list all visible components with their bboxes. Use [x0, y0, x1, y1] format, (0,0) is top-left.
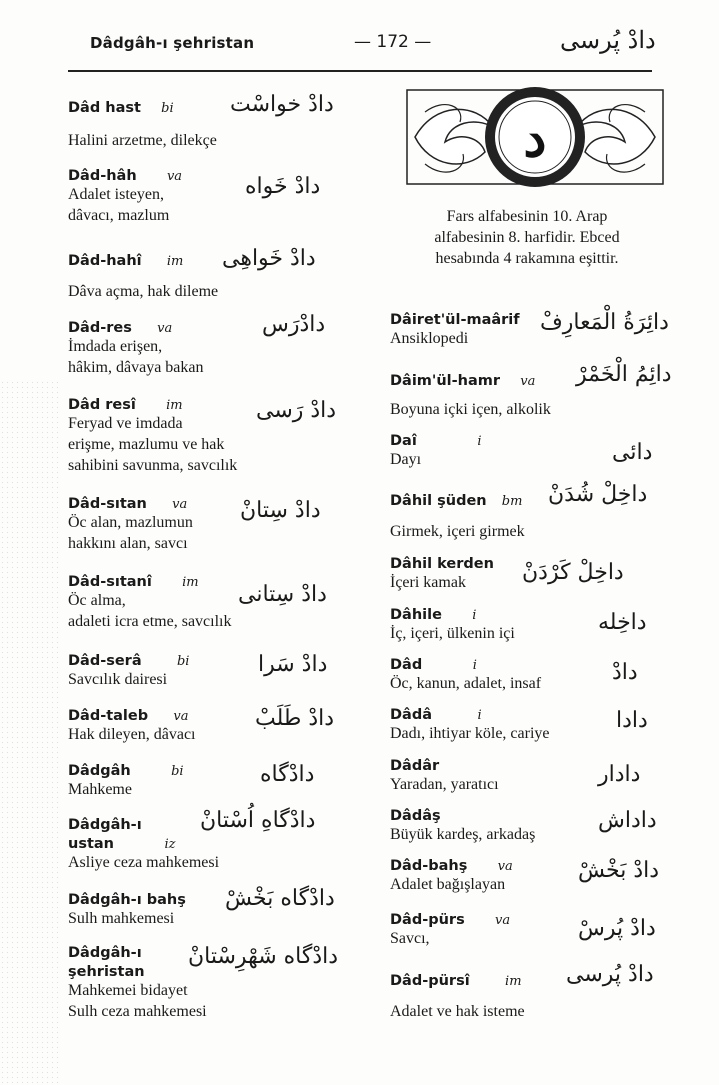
entry-grammar: im	[182, 575, 199, 590]
entry-definition: erişme, mazlumu ve hak	[68, 436, 225, 453]
entry-definition: hakkını alan, savcı	[68, 535, 188, 552]
page-edge-texture	[0, 380, 60, 1085]
entry-headword: Dâd-hahî	[68, 253, 142, 269]
entry-headword: Dâhile	[390, 607, 442, 623]
entry-arabic: داخِلْ شُدَنْ	[548, 482, 648, 507]
entry-arabic: دادْ پُرسْ	[578, 916, 656, 941]
entry-definition: Sulh ceza mahkemesi	[68, 1003, 207, 1020]
entry-arabic: دادْ سَرا	[258, 652, 328, 677]
entry-grammar: i	[477, 708, 482, 723]
entry-headword-cont: şehristan	[68, 964, 145, 980]
intro-line: Fars alfabesinin 10. Arap	[446, 208, 608, 225]
section-intro	[382, 206, 672, 269]
entry-headword: Dâd-pürs	[390, 912, 465, 928]
entry-definition: adaleti icra etme, savcılık	[68, 613, 232, 630]
entry-arabic: دادْ پُرسی	[566, 962, 654, 987]
entry-grammar: va	[166, 169, 183, 184]
entry-definition: Hak dileyen, dâvacı	[68, 726, 196, 743]
entry-arabic: دادْ سِتانْ	[240, 498, 321, 523]
entry-headword: Dâdgâh-ı	[68, 817, 142, 833]
running-title: Dâdgâh-ı şehristan	[90, 34, 255, 52]
entry-arabic: دادْ خَواهِی	[222, 246, 316, 271]
entry-grammar: va	[157, 321, 173, 336]
entry-headword: Dâdâr	[390, 758, 440, 774]
ornament-letter: د	[523, 108, 547, 169]
entry-headword: Dâdgâh-ı	[68, 945, 142, 961]
header-rule	[68, 70, 652, 72]
entry-definition: İç, içeri, ülkenin içi	[390, 625, 515, 642]
entry-headword: Dâhil kerden	[390, 556, 494, 572]
entry-definition: Adalet ve hak isteme	[390, 1003, 525, 1020]
entry-definition: Mahkeme	[68, 781, 132, 798]
entry-headword: Dâd-pürsî	[390, 973, 470, 989]
entry-arabic: دادْ طَلَبْ	[255, 706, 335, 731]
entry-grammar: i	[472, 608, 477, 623]
entry-arabic: داداش	[598, 808, 657, 833]
entry-arabic: دادْگاهِ اُسْتانْ	[200, 808, 316, 833]
entry-definition: Sulh mahkemesi	[68, 910, 175, 927]
entry-definition: İmdada erişen,	[68, 338, 163, 355]
entry-arabic: داخِله	[598, 610, 647, 635]
entry-grammar: im	[505, 974, 522, 989]
entry-grammar: va	[172, 497, 188, 512]
entry-arabic: دادْرَس	[262, 312, 326, 337]
entry-arabic: دادا	[616, 708, 648, 733]
entry-arabic: دادار	[598, 762, 641, 787]
entry-headword: Dâd resî	[68, 397, 136, 413]
entry-headword: Dâdgâh	[68, 763, 131, 779]
entry-grammar: bi	[171, 764, 184, 779]
entry-headword: Dâd-sıtanî	[68, 574, 152, 590]
entry-definition: Dadı, ihtiyar köle, cariye	[390, 725, 550, 742]
entry-grammar: im	[166, 398, 183, 413]
entry-definition: dâvacı, mazlum	[68, 207, 170, 224]
entry-headword: Dâiret'ül-maârif	[390, 312, 520, 328]
entry-arabic: دادْ خواسْت	[230, 92, 334, 117]
entry-headword: Dâhil şüden	[390, 493, 487, 509]
entry-arabic: داخِلْ كَرْدَنْ	[522, 560, 624, 585]
entry-grammar: bm	[501, 494, 523, 509]
entry-definition: Feryad ve imdada	[68, 415, 183, 432]
entry-grammar: i	[477, 434, 482, 449]
entry-headword-cont: ustan	[68, 836, 114, 852]
entry-definition: Dayı	[390, 451, 422, 468]
entry-arabic: دادْ خَواه	[245, 174, 321, 199]
entry-grammar: va	[495, 913, 511, 928]
entry-arabic: دائِمُ الْخَمْرْ	[576, 362, 672, 387]
page-number: — 172 —	[354, 32, 432, 52]
entry-grammar: i	[472, 658, 477, 673]
entry-headword: Dâdgâh-ı bahş	[68, 892, 186, 908]
intro-line: hesabında 4 rakamına eşittir.	[435, 250, 619, 267]
entry-definition: İçeri kamak	[390, 574, 466, 591]
entry-grammar: bi	[176, 654, 190, 669]
entry-grammar: iz	[164, 837, 176, 852]
entry-headword: Dâd-serâ	[68, 653, 142, 669]
entry-headword: Dâd-bahş	[390, 858, 468, 874]
entry-definition: Asliye ceza mahkemesi	[68, 854, 220, 871]
entry-definition: Boyuna içki içen, alkolik	[390, 401, 551, 418]
entry-definition: sahibini savunma, savcılık	[68, 457, 238, 474]
entry-arabic: دادْ سِتانی	[238, 582, 327, 607]
entry-grammar: va	[497, 859, 513, 874]
entry-arabic: دادْگاه	[260, 762, 315, 787]
entry-headword: Dâdâş	[390, 808, 441, 824]
entry-definition: Büyük kardeş, arkadaş	[390, 826, 536, 843]
entry-arabic: دادْ بَخْشْ	[578, 858, 660, 883]
entry-headword: Dâdâ	[390, 707, 432, 723]
entry-definition: Öc alan, mazlumun	[68, 514, 193, 531]
entry-definition: Girmek, içeri girmek	[390, 523, 525, 540]
entry-arabic: دادْ	[612, 660, 638, 685]
entry-grammar: va	[520, 374, 536, 389]
entry-headword: Dâd-res	[68, 320, 132, 336]
entry-arabic: دادْ رَسی	[256, 398, 337, 423]
entry-headword: Dâim'ül-hamr	[390, 373, 501, 389]
entry-definition: Savcı,	[390, 930, 430, 947]
entry-grammar: va	[173, 709, 189, 724]
entry-arabic: دادْگاه شَهْرِسْتانْ	[188, 944, 339, 969]
arabic-guide-word: دادْ پُرسی	[560, 26, 656, 54]
entry-definition: Ansiklopedi	[390, 330, 469, 347]
entry-headword: Dâd hast	[68, 100, 141, 116]
entry-headword: Daî	[390, 433, 417, 449]
entry-definition: Dâva açma, hak dileme	[68, 283, 219, 300]
entry-headword: Dâd-hâh	[68, 168, 137, 184]
entry-arabic: دائی	[612, 440, 653, 465]
entry-definition: Mahkemei bidayet	[68, 982, 188, 999]
entry-headword: Dâd-sıtan	[68, 496, 147, 512]
entry-definition: Öc, kanun, adalet, insaf	[390, 675, 542, 692]
entry-definition: Adalet bağışlayan	[390, 876, 506, 893]
entry-definition: Savcılık dairesi	[68, 671, 168, 688]
entry-definition: hâkim, dâvaya bakan	[68, 359, 204, 376]
entry-headword: Dâd-taleb	[68, 708, 149, 724]
entry-definition: Öc alma,	[68, 592, 126, 609]
entry-grammar: bi	[161, 101, 174, 116]
entry-grammar: im	[166, 254, 184, 269]
entry-definition: Halini arzetme, dilekçe	[68, 132, 217, 149]
entry-arabic: دادْگاه بَخْشْ	[225, 886, 335, 911]
entry-definition: Adalet isteyen,	[68, 186, 164, 203]
entry-headword: Dâd	[390, 657, 423, 673]
entry-definition: Yaradan, yaratıcı	[390, 776, 499, 793]
entry-arabic: دائِرَةُ الْمَعارِفْ	[540, 310, 669, 335]
intro-line: alfabesinin 8. harfidir. Ebced	[434, 229, 620, 246]
letter-dal-ornament	[405, 82, 665, 192]
